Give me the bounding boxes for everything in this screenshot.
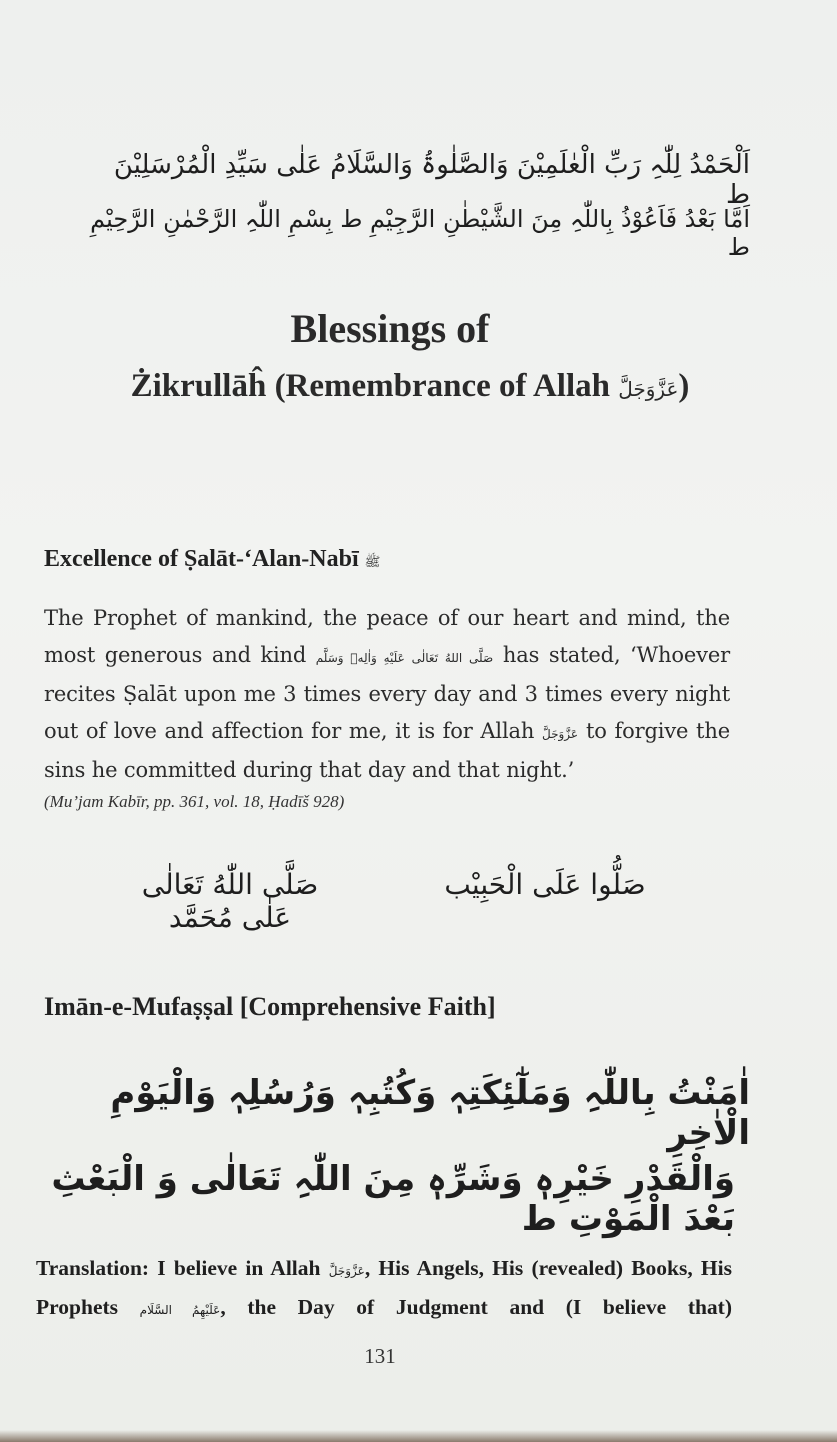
translation-arabic-1: عَزَّوَجَلَّ xyxy=(328,1264,365,1278)
chapter-title-close: ) xyxy=(678,368,690,404)
iman-translation xyxy=(36,1250,732,1328)
translation-text-2: , His Angels, His (revealed) Books, His Prophets xyxy=(36,1256,733,1319)
section-heading-iman: Imān-e-Mufaṣṣal [Comprehensive Faith] xyxy=(44,992,496,1021)
section-heading-excellence xyxy=(44,546,380,573)
translation-arabic-2: عَلَيْهِمُ السَّلَام xyxy=(139,1303,221,1317)
excellence-heading-text: Excellence of Ṣalāt-‘Alan-Nabī xyxy=(44,546,359,572)
chapter-title-line-2 xyxy=(60,368,760,405)
excellence-text-2: has stated, ‘Whoever recites Ṣalāt upon me 3 times every day and 3 times every night out of love and affection for me, it is for Allah xyxy=(44,642,730,743)
chapter-title-line-1: Blessings of xyxy=(290,306,490,351)
translation-text-1: Translation: I believe in Allah xyxy=(36,1256,321,1280)
hadith-reference: (Mu’jam Kabīr, pp. 361, vol. 18, Ḥadīš 928) xyxy=(44,792,345,811)
excellence-heading-arabic: ﷺ xyxy=(364,555,381,570)
invocation-line-2: اَمَّا بَعْدُ فَاَعُوْذُ بِاللّٰہِ مِنَ الشَّیْطٰنِ الرَّجِیْمِ ط بِسْمِ اللّٰہِ الرَّحْمٰنِ الرَّحِیْمِ ط xyxy=(90,205,750,261)
chapter-title-text: Żikrullāĥ (Remembrance of Allah xyxy=(130,368,610,404)
page-edge-shadow xyxy=(0,1430,837,1442)
durood-right: صَلُّوا عَلَى الْحَبِيْب xyxy=(444,868,646,901)
page-number: 131 xyxy=(364,1344,396,1368)
iman-arabic-line-1: اٰمَنْتُ بِاللّٰہِ وَمَلٰٓئِکَتِہٖ وَکُتُبِہٖ وَرُسُلِہٖ وَالْیَوْمِ الْاٰخِرِ xyxy=(110,1073,750,1153)
chapter-title-arabic: عَزَّوَجَلَّ xyxy=(618,377,679,401)
excellence-text-3: to forgive the sins he committed during that day and that night.’ xyxy=(44,718,730,782)
iman-arabic-line-2: وَالْقَدْرِ خَیْرِہٖ وَشَرِّہٖ مِنَ اللّٰہِ تَعَالٰی وَ الْبَعْثِ بَعْدَ الْمَوْتِ ط xyxy=(51,1159,735,1239)
excellence-paragraph xyxy=(44,600,730,789)
durood-left: صَلَّى اللّٰهُ تَعَالٰى عَلٰى مُحَمَّد xyxy=(141,868,319,934)
translation-text-3: , the Day of Judgment and (I believe that) xyxy=(220,1295,733,1319)
excellence-arabic-1: صَلَّى اللهُ تَعَالٰى عَلَيْهِ وَاٰلِهٖ وَسَلَّم xyxy=(315,650,494,665)
excellence-arabic-2: عَزَّوَجَلَّ xyxy=(542,726,579,741)
excellence-text-1: The Prophet of mankind, the peace of our heart and mind, the most generous and kind xyxy=(44,606,730,667)
invocation-line-1: اَلْحَمْدُ لِلّٰہِ رَبِّ الْعٰلَمِیْنَ وَالصَّلٰوۃُ وَالسَّلَامُ عَلٰی سَیِّدِ الْمُرْسَلِیْنَ ط xyxy=(113,150,750,210)
